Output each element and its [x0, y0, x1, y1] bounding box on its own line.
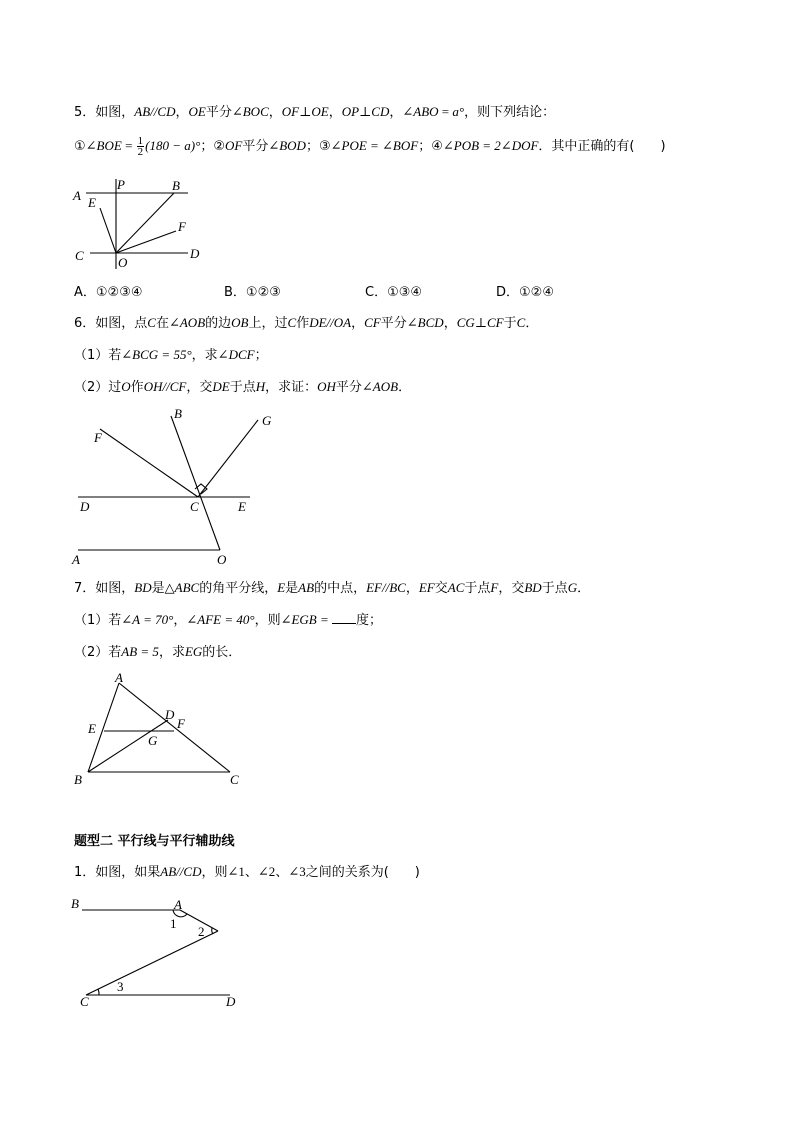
label-c: C — [75, 248, 84, 263]
text: ，交 — [498, 581, 525, 596]
label-f: F — [94, 430, 102, 445]
text: ；② — [200, 139, 225, 154]
text: ， — [351, 316, 365, 331]
text: ， — [405, 581, 419, 596]
q6-part1 — [74, 346, 268, 365]
text: 7．如图， — [74, 581, 135, 596]
math-text: ABC — [174, 580, 200, 595]
math-text: OA — [333, 315, 352, 330]
math-text: CD — [371, 104, 390, 119]
label-b: B — [172, 178, 180, 193]
text: 、 — [275, 865, 289, 880]
text: ， — [328, 105, 342, 120]
math-text: AC — [447, 580, 465, 595]
line-vertex-c — [86, 931, 218, 995]
math-text: CD — [157, 104, 176, 119]
math-text: ⊥ — [359, 104, 372, 119]
math-text: ∠AOB — [168, 315, 206, 330]
label-o: O — [118, 255, 128, 270]
answer-blank[interactable] — [332, 611, 356, 624]
q5-option-d[interactable]: D．①②④ — [496, 285, 554, 300]
math-text: C — [147, 315, 156, 330]
text: ， — [268, 105, 282, 120]
q1-stem — [74, 863, 420, 882]
text: ， — [443, 316, 457, 331]
text: ，则 — [201, 865, 228, 880]
math-text: ∠AOB — [361, 379, 399, 394]
text: ． — [525, 316, 539, 331]
math-text: a° — [452, 104, 465, 119]
text: 平分 — [335, 380, 362, 395]
math-text: // — [381, 580, 390, 595]
math-text: OP — [341, 104, 360, 119]
math-text: ∠ABO — [402, 104, 439, 119]
math-text: ⊥ — [474, 315, 487, 330]
math-text: F — [490, 580, 499, 595]
text: 平分 — [242, 139, 269, 154]
math-text: C — [516, 315, 526, 330]
math-text: BD — [134, 580, 152, 595]
q7-part1 — [74, 611, 382, 630]
math-text: ∠A = 70° — [121, 612, 174, 627]
label-b: B — [174, 406, 182, 421]
math-text: EG — [184, 644, 203, 659]
math-text: E — [277, 580, 286, 595]
label-e: E — [88, 195, 96, 210]
label-p: P — [117, 177, 125, 192]
math-text: ∠BOC — [231, 104, 269, 119]
text: ， — [389, 105, 403, 120]
text: 在 — [155, 316, 169, 331]
math-text: // — [326, 315, 334, 330]
math-text: H — [255, 379, 266, 394]
math-text: ∠POE = ∠BOF — [330, 138, 419, 153]
math-text: CD — [183, 864, 202, 879]
math-text: (180 − a)° — [145, 138, 201, 153]
line-cf — [100, 429, 198, 497]
label-a: A — [115, 670, 123, 685]
math-text: G — [567, 580, 578, 595]
text: 上，过 — [248, 316, 288, 331]
label-d: D — [80, 499, 90, 514]
text: ， — [175, 105, 189, 120]
q1-figure — [68, 894, 248, 1014]
math-text: OB — [231, 315, 249, 330]
label-f: F — [177, 716, 185, 731]
text: （2）若 — [74, 645, 122, 660]
text: ； — [254, 348, 268, 363]
text: ；③ — [305, 139, 331, 154]
fraction-half — [137, 136, 145, 157]
math-text: C — [287, 315, 297, 330]
math-text: AB = 5 — [121, 644, 159, 659]
text: 作 — [130, 380, 144, 395]
text: 于点 — [541, 581, 568, 596]
angle-label-2: 2 — [198, 924, 205, 939]
q6-figure — [66, 404, 286, 570]
text: ． — [398, 380, 412, 395]
math-text: EF — [418, 580, 435, 595]
math-text: AB — [298, 580, 315, 595]
label-a: A — [73, 188, 81, 203]
section-title: 题型二 平行线与平行辅助线 — [74, 834, 235, 849]
math-text: // — [162, 379, 170, 394]
math-text: BC — [389, 580, 406, 595]
text: 的角平分线， — [199, 581, 278, 596]
math-text: CG — [456, 315, 475, 330]
math-text: ∠BOD — [268, 138, 306, 153]
math-text: AB — [160, 864, 177, 879]
label-g: G — [262, 413, 272, 428]
math-text: CF — [169, 379, 187, 394]
q5-option-c[interactable]: C．①③④ — [365, 285, 423, 300]
text: 的边 — [205, 316, 232, 331]
text: 于点 — [464, 581, 491, 596]
text: ．其中正确的有( ) — [538, 139, 666, 154]
text: （2）过 — [74, 380, 122, 395]
text: （1）若 — [74, 613, 122, 628]
label-c: C — [230, 772, 239, 787]
math-text: DE — [212, 379, 230, 394]
q5-option-a[interactable]: A．①②③④ — [74, 285, 143, 300]
text: 、 — [244, 865, 258, 880]
math-text: OH — [317, 379, 336, 394]
label-b: B — [71, 896, 79, 911]
text: 交 — [434, 581, 448, 596]
text: 的中点， — [314, 581, 367, 596]
q6-part2 — [74, 378, 411, 397]
q7-figure — [70, 670, 250, 790]
label-b: B — [74, 772, 82, 787]
math-text: ∠POB = 2∠DOF — [442, 138, 539, 153]
q7-stem-line1 — [74, 579, 590, 598]
line-oe — [100, 208, 116, 253]
math-text: OE — [188, 104, 206, 119]
label-o: O — [217, 552, 227, 567]
label-d: D — [165, 707, 175, 722]
text: 度； — [356, 613, 383, 628]
math-text: EF — [366, 580, 382, 595]
math-text: O — [121, 379, 131, 394]
math-text: ∠3 — [288, 864, 306, 879]
math-text: CF — [364, 315, 381, 330]
line-ac — [119, 683, 230, 772]
text: ，交 — [186, 380, 213, 395]
text: 是△ — [151, 581, 175, 596]
text: 平分 — [205, 105, 232, 120]
text: ，求证： — [265, 380, 318, 395]
label-d: D — [226, 994, 236, 1009]
angle-arc-3 — [98, 989, 99, 995]
q5-option-b[interactable]: B．①②③ — [224, 285, 281, 300]
text: 平分 — [380, 316, 407, 331]
text: ，求 — [158, 645, 185, 660]
label-g: G — [148, 733, 158, 748]
line-of — [116, 231, 176, 253]
q6-stem-line1 — [74, 314, 538, 333]
fraction-denominator: 2 — [137, 146, 144, 158]
math-text: ∠EGB = — [280, 612, 333, 627]
text: ，则 — [254, 613, 281, 628]
math-text: AB — [134, 104, 151, 119]
math-text: BD — [524, 580, 542, 595]
q5-number: 5．如图， — [74, 105, 135, 120]
math-text: OF — [281, 104, 300, 119]
text: ；④ — [418, 139, 443, 154]
angle-label-3: 3 — [117, 979, 124, 994]
q5-figure — [70, 174, 210, 274]
text: 之间的关系为( ) — [305, 865, 420, 880]
math-text: DE — [309, 315, 327, 330]
math-text: = — [121, 138, 136, 153]
text: 于 — [503, 316, 517, 331]
label-c: C — [190, 499, 199, 514]
math-text: ∠BCG = 55° — [121, 347, 192, 362]
q5-stem-line2 — [74, 136, 666, 157]
text: ，则下列结论： — [464, 105, 556, 120]
math-text: OH — [143, 379, 163, 394]
line-cg — [198, 420, 258, 497]
text: 作 — [296, 316, 310, 331]
label-c: C — [80, 994, 89, 1009]
text: 是 — [285, 581, 299, 596]
text: 于点 — [229, 380, 256, 395]
label-f: F — [178, 219, 186, 234]
text: ① — [74, 139, 86, 154]
math-text: ∠DCF — [217, 347, 255, 362]
math-text: // — [176, 864, 184, 879]
label-a: A — [72, 552, 80, 567]
math-text: OF — [224, 138, 243, 153]
label-d: D — [190, 246, 200, 261]
math-text: ∠2 — [257, 864, 276, 879]
text: 1．如图，如果 — [74, 865, 161, 880]
label-e: E — [88, 721, 96, 736]
q5-stem-line1 — [74, 103, 555, 122]
math-text: = — [438, 104, 453, 119]
math-text: ∠AFE = 40° — [186, 612, 255, 627]
text: ， — [173, 613, 187, 628]
fraction-numerator: 1 — [137, 135, 144, 147]
math-text: ∠1 — [227, 864, 245, 879]
angle-label-1: 1 — [170, 916, 177, 931]
angle-arc-2 — [212, 928, 213, 934]
math-text: ∠BOE — [85, 138, 122, 153]
text: （1）若 — [74, 348, 122, 363]
math-text: ⊥ — [299, 104, 312, 119]
line-ob — [116, 193, 174, 253]
text: 6．如图，点 — [74, 316, 148, 331]
text: ． — [577, 581, 591, 596]
math-text: // — [150, 104, 158, 119]
math-text: CF — [487, 315, 504, 330]
label-a: A — [174, 897, 182, 912]
text: ，求 — [191, 348, 218, 363]
label-e: E — [238, 499, 246, 514]
q7-part2 — [74, 643, 241, 662]
math-text: OE — [311, 104, 329, 119]
math-text: ∠BCD — [406, 315, 444, 330]
text: 的长． — [202, 645, 242, 660]
